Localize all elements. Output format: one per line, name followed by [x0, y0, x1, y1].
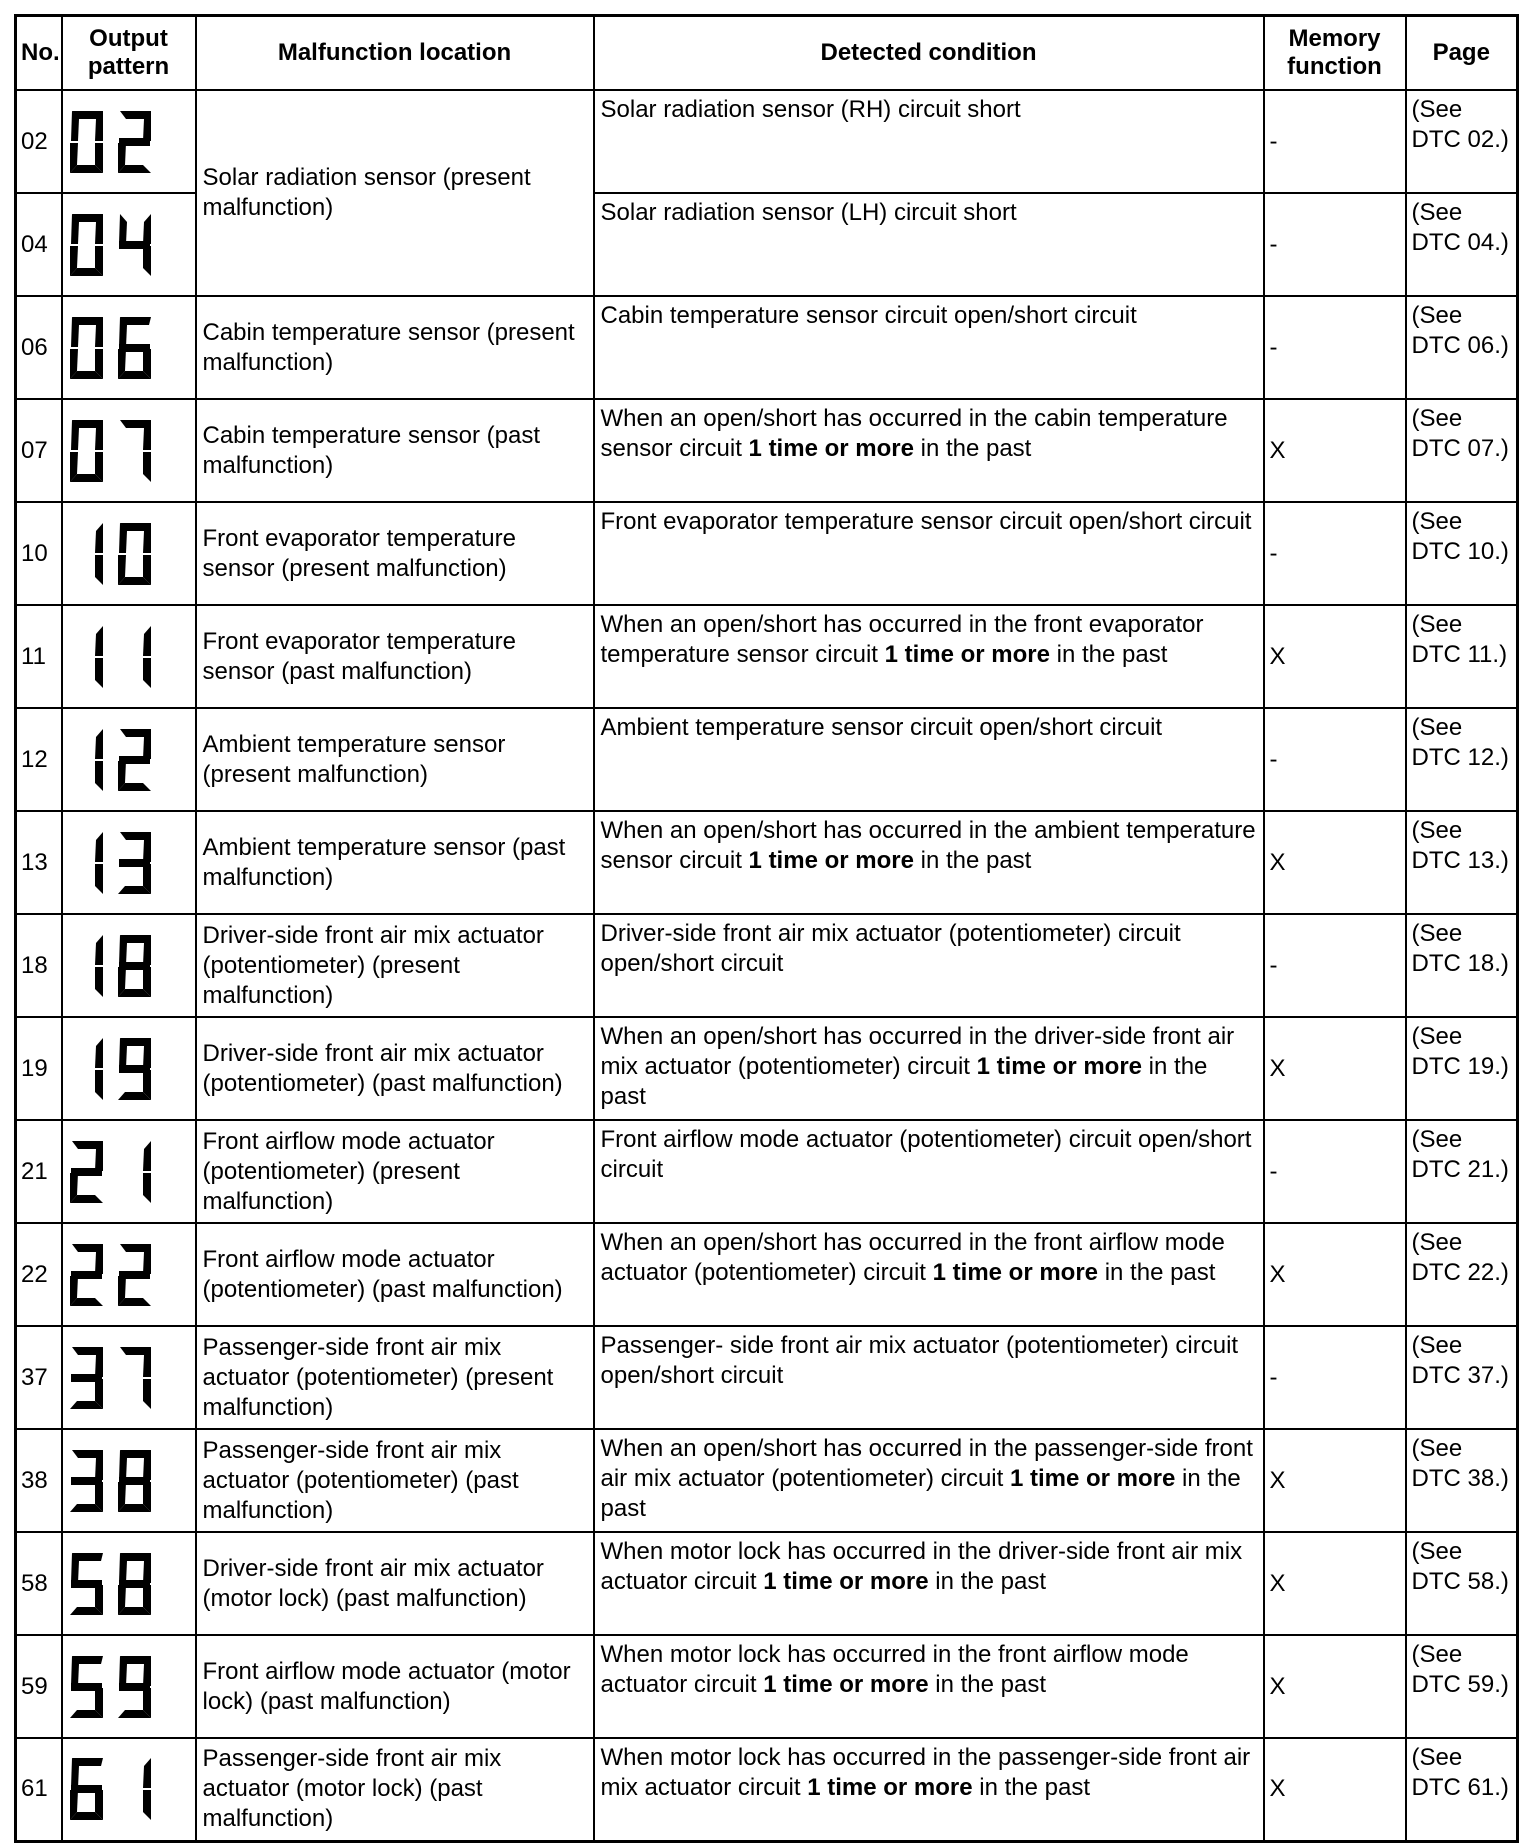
cell-memory-function: X	[1264, 811, 1406, 914]
condition-text: in the past	[1050, 641, 1168, 668]
segment-b	[95, 1038, 103, 1068]
cell-output-pattern	[62, 1017, 196, 1120]
digit-0	[70, 317, 103, 379]
condition-emphasis: 1 time or more	[884, 641, 1050, 668]
condition-text: in the past	[1098, 1259, 1216, 1286]
seven-segment-display	[65, 1343, 157, 1413]
cell-page-reference: (See DTC 58.)	[1406, 1532, 1518, 1635]
condition-text: When an open/short has occurred in the ambient temperature sensor circuit	[600, 817, 1256, 874]
digit-9	[118, 1038, 151, 1100]
cell-malfunction-location: Front evaporator temperature sensor (past malfunction)	[196, 605, 594, 708]
segment-c	[143, 1790, 151, 1820]
seven-segment-display	[65, 313, 157, 383]
cell-detected-condition	[594, 90, 1264, 193]
cell-no: 02	[16, 90, 62, 193]
cell-detected-condition	[594, 193, 1264, 296]
cell-page-reference: (See DTC 07.)	[1406, 399, 1518, 502]
seven-segment-display	[65, 1137, 157, 1207]
segment-g	[71, 1683, 102, 1691]
cell-no: 11	[16, 605, 62, 708]
segment-b	[95, 832, 103, 862]
cell-detected-condition	[594, 605, 1264, 708]
condition-emphasis: 1 time or more	[763, 1671, 929, 1698]
segment-g	[119, 1580, 150, 1588]
segment-c	[143, 452, 151, 482]
cell-output-pattern	[62, 1326, 196, 1429]
cell-detected-condition	[594, 811, 1264, 914]
segment-f	[119, 214, 127, 244]
cell-memory-function: X	[1264, 1017, 1406, 1120]
segment-c	[143, 1379, 151, 1409]
table-row	[16, 1120, 1518, 1223]
cell-detected-condition	[594, 1223, 1264, 1326]
cell-malfunction-location: Passenger-side front air mix actuator (potentiometer) (present malfunction)	[196, 1326, 594, 1429]
digit-1	[95, 1038, 103, 1100]
cell-no: 13	[16, 811, 62, 914]
cell-malfunction-location: Driver-side front air mix actuator (motor lock) (past malfunction)	[196, 1532, 594, 1635]
seven-segment-display	[65, 416, 157, 486]
cell-output-pattern	[62, 1532, 196, 1635]
cell-no: 10	[16, 502, 62, 605]
cell-no: 06	[16, 296, 62, 399]
cell-malfunction-location: Passenger-side front air mix actuator (motor lock) (past malfunction)	[196, 1738, 594, 1841]
digit-7	[120, 420, 151, 482]
segment-b	[95, 626, 103, 656]
condition-text: When an open/short has occurred in the front airflow mode actuator (potentiometer) circuit	[600, 1229, 1225, 1286]
cell-page-reference: (See DTC 59.)	[1406, 1635, 1518, 1738]
condition-text: in the past	[928, 1568, 1047, 1595]
cell-output-pattern	[62, 399, 196, 502]
cell-memory-function: X	[1264, 605, 1406, 708]
table-row	[16, 1223, 1518, 1326]
segment-g	[119, 962, 150, 970]
condition-text: Front evaporator temperature sensor circuit open/short circuit	[600, 508, 1252, 535]
cell-page-reference: (See DTC 12.)	[1406, 708, 1518, 811]
cell-memory-function: X	[1264, 1635, 1406, 1738]
cell-no: 58	[16, 1532, 62, 1635]
cell-malfunction-location: Front airflow mode actuator (motor lock) (past malfunction)	[196, 1635, 594, 1738]
cell-detected-condition	[594, 1326, 1264, 1429]
cell-output-pattern	[62, 1635, 196, 1738]
segment-b	[143, 214, 151, 244]
digit-1	[143, 1141, 151, 1203]
condition-text: in the past	[913, 435, 1032, 462]
cell-page-reference: (See DTC 06.)	[1406, 296, 1518, 399]
cell-output-pattern	[62, 914, 196, 1017]
table-row	[16, 1532, 1518, 1635]
cell-memory-function: X	[1264, 1738, 1406, 1841]
segment-g	[71, 1374, 102, 1382]
seven-segment-display	[65, 107, 157, 177]
cell-detected-condition	[594, 296, 1264, 399]
seven-segment-display	[65, 210, 157, 280]
condition-text: When an open/short has occurred in the driver-side front air mix actuator (potentiometer) circuit	[600, 1023, 1235, 1080]
cell-no: 19	[16, 1017, 62, 1120]
seven-segment-display	[65, 1034, 157, 1104]
segment-c	[95, 967, 103, 997]
digit-2	[118, 729, 151, 791]
cell-memory-function: -	[1264, 193, 1406, 296]
cell-detected-condition	[594, 1635, 1264, 1738]
cell-output-pattern	[62, 502, 196, 605]
header-detected-condition: Detected condition	[594, 16, 1264, 91]
cell-malfunction-location: Cabin temperature sensor (present malfunction)	[196, 296, 594, 399]
digit-1	[95, 832, 103, 894]
digit-8	[118, 935, 151, 997]
cell-no: 59	[16, 1635, 62, 1738]
cell-output-pattern	[62, 1429, 196, 1532]
cell-malfunction-location: Solar radiation sensor (present malfunction)	[196, 90, 594, 296]
table-row	[16, 914, 1518, 1017]
condition-text: When an open/short has occurred in the cabin temperature sensor circuit	[600, 405, 1228, 462]
condition-text: Solar radiation sensor (RH) circuit short	[600, 96, 1021, 123]
table-row	[16, 708, 1518, 811]
cell-no: 21	[16, 1120, 62, 1223]
digit-6	[70, 1758, 103, 1820]
segment-b	[143, 1141, 151, 1171]
cell-output-pattern	[62, 296, 196, 399]
segment-g	[71, 1168, 102, 1176]
header-memory-function: Memory function	[1264, 16, 1406, 91]
condition-text: Cabin temperature sensor circuit open/short circuit	[600, 302, 1137, 329]
condition-emphasis: 1 time or more	[976, 1053, 1143, 1080]
table-row	[16, 605, 1518, 708]
cell-memory-function: -	[1264, 1326, 1406, 1429]
cell-output-pattern	[62, 708, 196, 811]
header-malfunction-location: Malfunction location	[196, 16, 594, 91]
segment-c	[143, 658, 151, 688]
cell-detected-condition	[594, 1120, 1264, 1223]
cell-page-reference: (See DTC 37.)	[1406, 1326, 1518, 1429]
cell-page-reference: (See DTC 10.)	[1406, 502, 1518, 605]
cell-malfunction-location: Driver-side front air mix actuator (potentiometer) (past malfunction)	[196, 1017, 594, 1120]
seven-segment-display	[65, 622, 157, 692]
cell-malfunction-location: Cabin temperature sensor (past malfunction)	[196, 399, 594, 502]
condition-text: in the past	[972, 1774, 1091, 1801]
cell-malfunction-location: Passenger-side front air mix actuator (potentiometer) (past malfunction)	[196, 1429, 594, 1532]
segment-g	[119, 1477, 150, 1485]
digit-2	[118, 1244, 151, 1306]
cell-malfunction-location: Front airflow mode actuator (potentiometer) (present malfunction)	[196, 1120, 594, 1223]
cell-output-pattern	[62, 193, 196, 296]
digit-6	[118, 317, 151, 379]
segment-c	[95, 658, 103, 688]
cell-page-reference: (See DTC 02.)	[1406, 90, 1518, 193]
cell-memory-function: X	[1264, 399, 1406, 502]
condition-text: in the past	[600, 1465, 1241, 1522]
dtc-table	[14, 14, 1519, 1843]
segment-g	[71, 1580, 102, 1588]
segment-g	[71, 1477, 102, 1485]
seven-segment-display	[65, 1240, 157, 1310]
condition-text: in the past	[600, 1053, 1208, 1110]
cell-page-reference: (See DTC 13.)	[1406, 811, 1518, 914]
condition-text: When motor lock has occurred in the front airflow mode actuator circuit	[600, 1641, 1189, 1698]
cell-output-pattern	[62, 1120, 196, 1223]
condition-text: Driver-side front air mix actuator (potentiometer) circuit open/short circuit	[600, 920, 1181, 977]
seven-segment-display	[65, 519, 157, 589]
cell-memory-function: X	[1264, 1532, 1406, 1635]
condition-emphasis: 1 time or more	[763, 1568, 929, 1595]
table-row	[16, 90, 1518, 193]
cell-memory-function: -	[1264, 1120, 1406, 1223]
seven-segment-display	[65, 725, 157, 795]
digit-7	[120, 1347, 151, 1409]
digit-9	[118, 1656, 151, 1718]
table-header-row	[16, 16, 1518, 91]
cell-malfunction-location: Ambient temperature sensor (present malfunction)	[196, 708, 594, 811]
cell-no: 07	[16, 399, 62, 502]
cell-detected-condition	[594, 1429, 1264, 1532]
segment-g	[119, 241, 150, 249]
segment-g	[119, 756, 150, 764]
seven-segment-display	[65, 828, 157, 898]
digit-2	[70, 1244, 103, 1306]
segment-g	[119, 859, 150, 867]
segment-g	[119, 344, 150, 352]
segment-g	[119, 1271, 150, 1279]
condition-emphasis: 1 time or more	[748, 435, 914, 462]
segment-g	[119, 138, 150, 146]
condition-emphasis: 1 time or more	[1009, 1465, 1176, 1492]
table-row	[16, 1017, 1518, 1120]
digit-8	[118, 1450, 151, 1512]
header-output-pattern: Output pattern	[62, 16, 196, 91]
cell-page-reference: (See DTC 18.)	[1406, 914, 1518, 1017]
condition-emphasis: 1 time or more	[748, 847, 914, 874]
cell-memory-function: -	[1264, 502, 1406, 605]
cell-output-pattern	[62, 1738, 196, 1841]
cell-memory-function: -	[1264, 296, 1406, 399]
condition-text: When motor lock has occurred in the passenger-side front air mix actuator circuit	[600, 1744, 1251, 1801]
cell-page-reference: (See DTC 21.)	[1406, 1120, 1518, 1223]
condition-emphasis: 1 time or more	[932, 1259, 1099, 1286]
cell-detected-condition	[594, 914, 1264, 1017]
cell-page-reference: (See DTC 04.)	[1406, 193, 1518, 296]
header-no: No.	[16, 16, 62, 91]
condition-text: Solar radiation sensor (LH) circuit short	[600, 199, 1017, 226]
segment-c	[95, 555, 103, 585]
cell-output-pattern	[62, 605, 196, 708]
segment-b	[95, 729, 103, 759]
seven-segment-display	[65, 931, 157, 1001]
digit-0	[118, 523, 151, 585]
cell-malfunction-location: Front evaporator temperature sensor (present malfunction)	[196, 502, 594, 605]
digit-8	[118, 1553, 151, 1615]
condition-text: When an open/short has occurred in the front evaporator temperature sensor circuit	[600, 611, 1204, 668]
digit-2	[70, 1141, 103, 1203]
seven-segment-display	[65, 1446, 157, 1516]
cell-page-reference: (See DTC 38.)	[1406, 1429, 1518, 1532]
cell-no: 22	[16, 1223, 62, 1326]
condition-text: in the past	[928, 1671, 1047, 1698]
digit-3	[118, 832, 151, 894]
cell-no: 04	[16, 193, 62, 296]
cell-output-pattern	[62, 1223, 196, 1326]
digit-1	[143, 1758, 151, 1820]
table-row	[16, 1635, 1518, 1738]
cell-malfunction-location: Front airflow mode actuator (potentiometer) (past malfunction)	[196, 1223, 594, 1326]
seven-segment-display	[65, 1549, 157, 1619]
segment-g	[119, 1683, 150, 1691]
cell-page-reference: (See DTC 61.)	[1406, 1738, 1518, 1841]
digit-3	[70, 1450, 103, 1512]
cell-detected-condition	[594, 1017, 1264, 1120]
condition-text: When motor lock has occurred in the driver-side front air mix actuator circuit	[600, 1538, 1243, 1595]
condition-emphasis: 1 time or more	[807, 1774, 973, 1801]
segment-c	[143, 1173, 151, 1203]
cell-no: 38	[16, 1429, 62, 1532]
digit-5	[70, 1656, 103, 1718]
segment-b	[95, 523, 103, 553]
cell-memory-function: -	[1264, 90, 1406, 193]
cell-detected-condition	[594, 502, 1264, 605]
cell-malfunction-location: Driver-side front air mix actuator (potentiometer) (present malfunction)	[196, 914, 594, 1017]
header-page: Page	[1406, 16, 1518, 91]
cell-no: 12	[16, 708, 62, 811]
cell-memory-function: -	[1264, 708, 1406, 811]
segment-b	[143, 626, 151, 656]
table-row	[16, 1738, 1518, 1841]
digit-3	[70, 1347, 103, 1409]
cell-no: 61	[16, 1738, 62, 1841]
digit-1	[95, 626, 103, 688]
seven-segment-display	[65, 1652, 157, 1722]
cell-no: 37	[16, 1326, 62, 1429]
digit-1	[143, 626, 151, 688]
table-row	[16, 811, 1518, 914]
table-body	[16, 90, 1518, 1841]
condition-text: Passenger- side front air mix actuator (potentiometer) circuit open/short circuit	[600, 1332, 1239, 1389]
table-row	[16, 1429, 1518, 1532]
table-row	[16, 502, 1518, 605]
cell-page-reference: (See DTC 11.)	[1406, 605, 1518, 708]
seven-segment-display	[65, 1754, 157, 1824]
digit-0	[70, 420, 103, 482]
digit-5	[70, 1553, 103, 1615]
cell-page-reference: (See DTC 22.)	[1406, 1223, 1518, 1326]
cell-detected-condition	[594, 1532, 1264, 1635]
cell-output-pattern	[62, 90, 196, 193]
digit-2	[118, 111, 151, 173]
segment-b	[95, 935, 103, 965]
table-row	[16, 1326, 1518, 1429]
table-row	[16, 399, 1518, 502]
segment-g	[71, 1785, 102, 1793]
segment-g	[119, 1065, 150, 1073]
cell-detected-condition	[594, 708, 1264, 811]
cell-memory-function: X	[1264, 1223, 1406, 1326]
digit-0	[70, 214, 103, 276]
segment-b	[143, 1758, 151, 1788]
cell-detected-condition	[594, 1738, 1264, 1841]
segment-c	[95, 864, 103, 894]
cell-memory-function: X	[1264, 1429, 1406, 1532]
cell-malfunction-location: Ambient temperature sensor (past malfunction)	[196, 811, 594, 914]
digit-0	[70, 111, 103, 173]
condition-text: Ambient temperature sensor circuit open/short circuit	[600, 714, 1163, 741]
cell-no: 18	[16, 914, 62, 1017]
cell-page-reference: (See DTC 19.)	[1406, 1017, 1518, 1120]
condition-text: in the past	[913, 847, 1032, 874]
table-row	[16, 296, 1518, 399]
segment-c	[95, 1070, 103, 1100]
segment-g	[71, 1271, 102, 1279]
digit-1	[95, 523, 103, 585]
cell-memory-function: -	[1264, 914, 1406, 1017]
condition-text: When an open/short has occurred in the passenger-side front air mix actuator (potentiometer) circuit	[600, 1435, 1253, 1492]
digit-4	[119, 214, 151, 276]
digit-1	[95, 935, 103, 997]
segment-c	[143, 246, 151, 276]
digit-1	[95, 729, 103, 791]
segment-c	[95, 761, 103, 791]
condition-text: Front airflow mode actuator (potentiometer) circuit open/short circuit	[600, 1126, 1252, 1183]
cell-detected-condition	[594, 399, 1264, 502]
cell-output-pattern	[62, 811, 196, 914]
